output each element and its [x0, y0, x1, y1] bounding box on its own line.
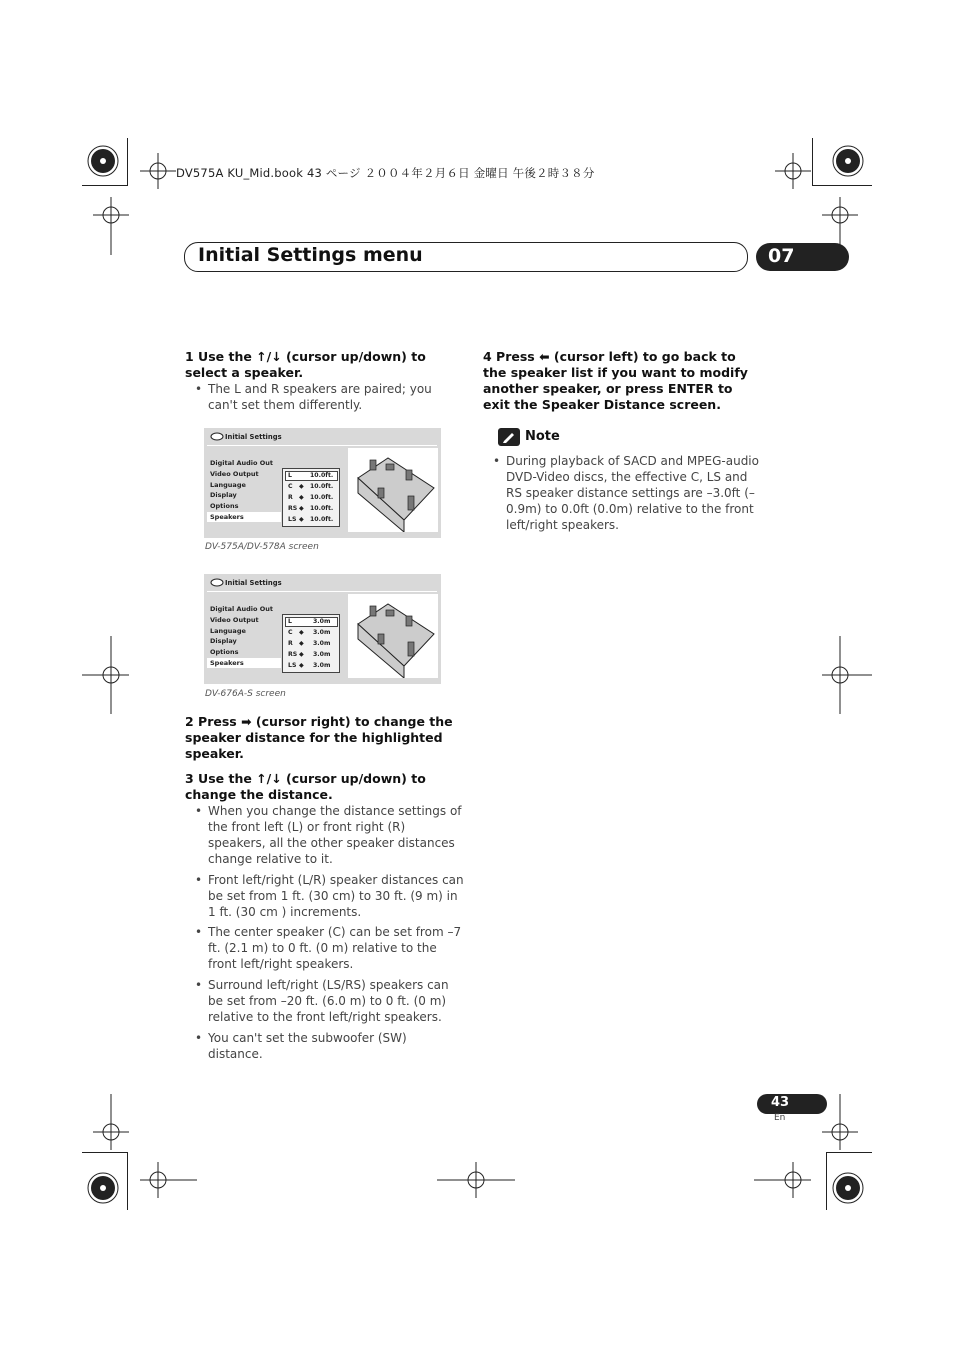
page-title: Initial Settings menu — [198, 244, 423, 266]
note-body: • During playback of SACD and MPEG-audio DVD-Video discs, the effective C, LS and RS speaker distance settings are –3.0ft (–0.9m) to 0.0ft (0.0m) relative to the front left/right speakers. — [493, 454, 759, 532]
menu-item: Language — [210, 627, 246, 635]
menu-item: Video Output — [210, 616, 259, 624]
menu-item: Speakers — [210, 513, 244, 521]
note-title: Note — [525, 429, 560, 444]
chapter-number: 07 — [768, 245, 795, 267]
language-code: En — [774, 1113, 786, 1123]
page-number: 43 — [771, 1095, 790, 1110]
disc-icon — [210, 578, 224, 587]
menu-item: Options — [210, 648, 239, 656]
room-diagram — [348, 594, 438, 678]
screen-title: Initial Settings — [225, 433, 282, 441]
file-header: DV575A KU_Mid.book 43 ページ ２００４年２月６日 金曜日 午後２時３８分 — [176, 166, 595, 180]
step-3-bullet-1: • When you change the distance settings of the front left (L) or front right (R) speakers, all the other speaker distances change relative to it. — [195, 804, 462, 866]
menu-item: Digital Audio Out — [210, 459, 274, 467]
step-3: 3 Use the ↑/↓ (cursor up/down) to change the distance. — [185, 771, 426, 802]
menu-item: Display — [210, 637, 237, 645]
menu-item: Speakers — [210, 659, 244, 667]
menu-item: Options — [210, 502, 239, 510]
screen-title: Initial Settings — [225, 579, 282, 587]
caption-1: DV-575A/DV-578A screen — [205, 542, 319, 552]
page-badge — [757, 1094, 827, 1114]
screen-2: Initial Settings Digital Audio Out Video Output Language Display Options Speakers L 3.0m C ◆ 3.0m R ◆ 3.0m RS ◆ 3.0m LS ◆ 3.0m — [204, 574, 441, 684]
step-1: 1 Use the ↑/↓ (cursor up/down) to select a speaker. — [185, 349, 426, 380]
menu-item: Display — [210, 491, 237, 499]
step-3-bullet-5: • You can't set the subwoofer (SW) distance. — [195, 1031, 407, 1061]
step-3-bullet-3: • The center speaker (C) can be set from –7 ft. (2.1 m) to 0 ft. (0 m) relative to the front left/right speakers. — [195, 925, 462, 971]
room-diagram — [348, 448, 438, 532]
step-3-bullet-4: • Surround left/right (LS/RS) speakers can be set from –20 ft. (6.0 m) to 0 ft. (0 m) relative to the front left/right speakers. — [195, 978, 449, 1024]
caption-2: DV-676A-S screen — [205, 689, 286, 699]
menu-item: Video Output — [210, 470, 259, 478]
step-1-bullet-1: • The L and R speakers are paired; you can't set them differently. — [195, 382, 432, 412]
step-3-bullet-2: • Front left/right (L/R) speaker distances can be set from 1 ft. (30 cm) to 30 ft. (9 m) in 1 ft. (30 cm ) increments. — [195, 873, 464, 919]
menu-item: Digital Audio Out — [210, 605, 274, 613]
step-2: 2 Press ➡ (cursor right) to change the speaker distance for the highlighted speaker. — [185, 714, 453, 761]
menu-item: Language — [210, 481, 246, 489]
screen-1: Initial Settings Digital Audio Out Video Output Language Display Options Speakers L 10.0ft. C ◆ 10.0ft. R ◆ 10.0ft. RS ◆ 10.0ft. LS ◆ 10.0ft. — [204, 428, 441, 538]
disc-icon — [210, 432, 224, 441]
step-4: 4 Press ⬅ (cursor left) to go back to the speaker list if you want to modify another speaker, or press ENTER to exit the Speaker Distance screen. — [483, 349, 748, 412]
note-icon — [498, 428, 520, 446]
